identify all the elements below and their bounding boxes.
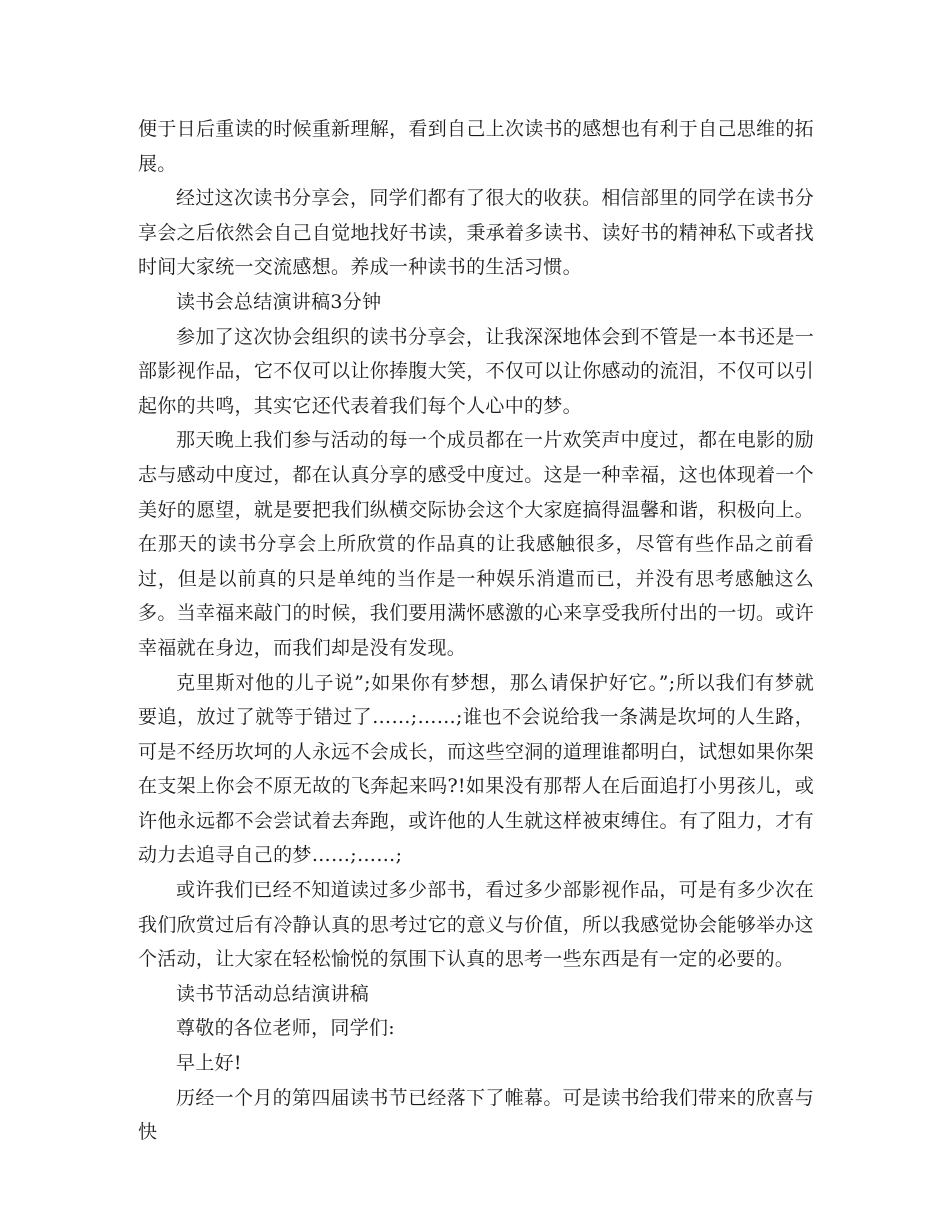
paragraph: 参加了这次协会组织的读书分享会，让我深深地体会到不管是一本书还是一部影视作品，它不仅可以让你捧腹大笑，不仅可以让你感动的流泪，不仅可以引起你的共鸣，其实它还代表着我们每个人心中的梦。: [138, 325, 814, 417]
paragraph: 克里斯对他的儿子说”;如果你有梦想，那么请保护好它。”;所以我们有梦就要追，放过了就等于错过了……;……;谁也不会说给我一条满是坎坷的人生路，可是不经历坎坷的人永远不会成长，而这些空洞的道理谁都明白，试想如果你架在支架上你会不原无故的飞奔起来吗?!如果没有那帮人在后面追打小男孩儿，或许他永远都不会尝试着去奔跑，或许他的人生就这样被束缚住。有了阻力，才有动力去追寻自己的梦……;……;: [138, 671, 814, 867]
salutation: 尊敬的各位老师，同学们:: [176, 1017, 396, 1040]
paragraph: 历经一个月的第四届读书节已经落下了帷幕。可是读书给我们带来的欣喜与快: [138, 1086, 814, 1144]
section-heading: 读书节活动总结演讲稿: [176, 982, 370, 1005]
paragraph-continuation: 便于日后重读的时候重新理解，看到自己上次读书的感想也有利于自己思维的拓展。: [138, 118, 814, 175]
document-body: [138, 112, 814, 1150]
section-heading: 读书会总结演讲稿3分钟: [176, 290, 382, 313]
paragraph: 或许我们已经不知道读过多少部书，看过多少部影视作品，可是有多少次在我们欣赏过后有冷静认真的思考过它的意义与价值，所以我感觉协会能够举办这个活动，让大家在轻松愉悦的氛围下认真的思考一些东西是有一定的必要的。: [138, 879, 814, 971]
paragraph: 那天晚上我们参与活动的每一个成员都在一片欢笑声中度过，都在电影的励志与感动中度过，都在认真分享的感受中度过。这是一种幸福，这也体现着一个美好的愿望，就是要把我们纵横交际协会这个大家庭搞得温馨和谐，积极向上。在那天的读书分享会上所欣赏的作品真的让我感触很多，尽管有些作品之前看过，但是以前真的只是单纯的当作是一种娱乐消遣而已，并没有思考感触这么多。当幸福来敲门的时候，我们要用满怀感激的心来享受我所付出的一切。或许幸福就在身边，而我们却是没有发现。: [138, 429, 814, 659]
paragraph: 经过这次读书分享会，同学们都有了很大的收获。相信部里的同学在读书分享会之后依然会自己自觉地找好书读，秉承着多读书、读好书的精神私下或者找时间大家统一交流感想。养成一种读书的生活习惯。: [138, 187, 814, 279]
greeting: 早上好!: [176, 1052, 242, 1075]
